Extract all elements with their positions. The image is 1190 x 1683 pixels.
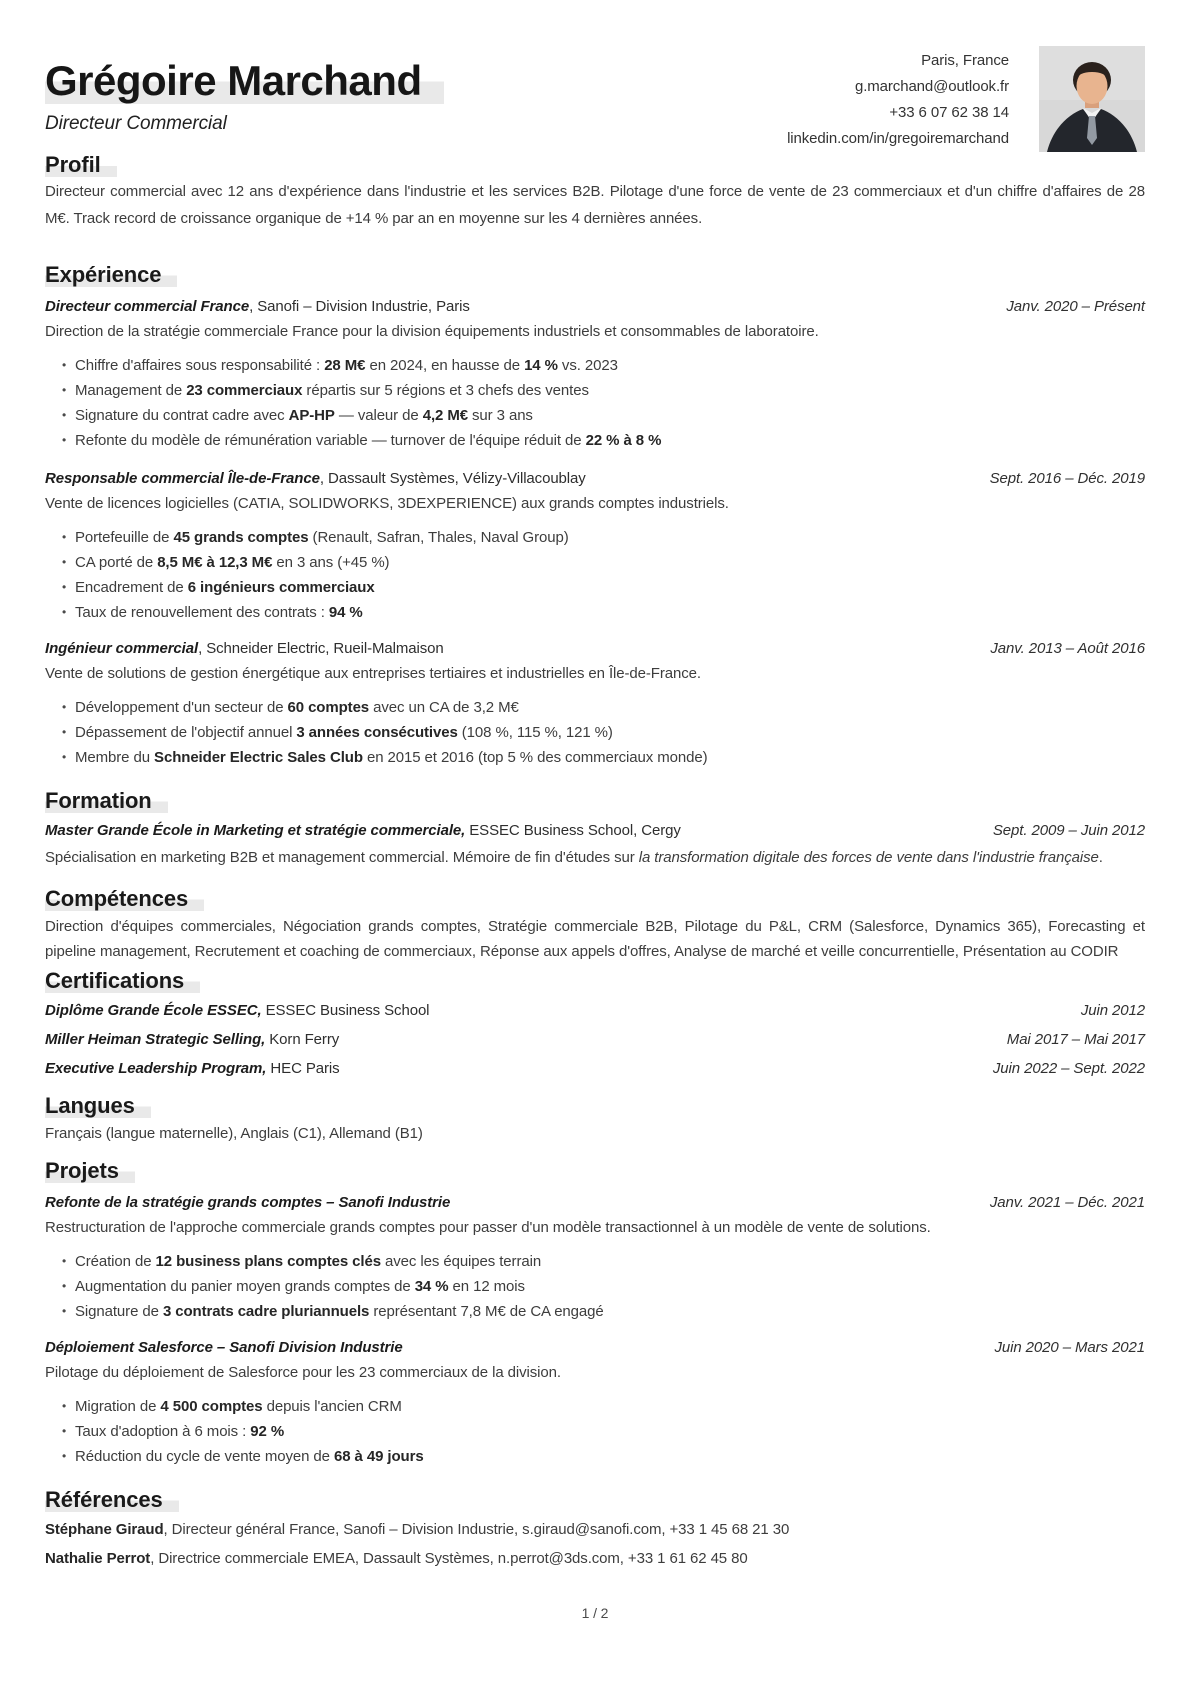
- section-references: [45, 1487, 1145, 1571]
- certification-issuer: HEC Paris: [266, 1060, 340, 1077]
- formation-entry: [45, 818, 1145, 870]
- section-heading-references: [45, 1487, 1145, 1513]
- project-header: [45, 1335, 1145, 1360]
- bullet-item: • Dépassement de l'objectif annuel 3 années consécutives (108 %, 115 %, 121 %): [62, 720, 1145, 745]
- section-heading-text: Formation: [45, 788, 168, 813]
- project-bullets: [45, 1249, 1145, 1324]
- certification-issuer: Korn Ferry: [265, 1031, 340, 1048]
- formation-description: Spécialisation en marketing B2B et management commercial. Mémoire de fin d'études sur la transformation digitale des forces de vente dans l'industrie française.: [45, 849, 1103, 866]
- degree-title: Master Grande École in Marketing et stratégie commerciale,: [45, 822, 466, 839]
- job-header: [45, 636, 1145, 661]
- job-title: Directeur commercial France: [45, 298, 250, 315]
- project-bullets: [45, 1394, 1145, 1469]
- page-number: 1 / 2: [581, 1605, 609, 1621]
- section-heading-text: Langues: [45, 1093, 151, 1118]
- bullet-item: • Management de 23 commerciaux répartis sur 5 régions et 3 chefs des ventes: [62, 378, 1145, 403]
- formation-dates: Sept. 2009 – Juin 2012: [992, 822, 1145, 839]
- bullet-item: • Refonte du modèle de rémunération variable — turnover de l'équipe réduit de 22 % à 8 %: [62, 428, 1145, 453]
- certification-title: Executive Leadership Program,: [45, 1060, 267, 1077]
- contact-phone: +33 6 07 62 38 14: [889, 104, 1009, 121]
- job-company: , Dassault Systèmes, Vélizy-Villacoublay: [319, 470, 586, 487]
- bullet-item: • Membre du Schneider Electric Sales Club en 2015 et 2016 (top 5 % des commerciaux monde): [62, 745, 1145, 770]
- job-title: Responsable commercial Île-de-France: [45, 470, 320, 487]
- section-heading-text: Références: [45, 1487, 179, 1512]
- job-dates: Sept. 2016 – Déc. 2019: [989, 470, 1145, 487]
- bullet-item: • Migration de 4 500 comptes depuis l'ancien CRM: [62, 1394, 1145, 1419]
- section-certifications: [45, 968, 1145, 1081]
- certification-dates: Mai 2017 – Mai 2017: [1006, 1031, 1145, 1048]
- section-heading-langues: [45, 1093, 1145, 1119]
- section-projets: [45, 1158, 1145, 1469]
- degree-school: ESSEC Business School, Cergy: [465, 822, 681, 839]
- certifications-list: [45, 999, 1145, 1081]
- project-header: [45, 1190, 1145, 1215]
- contact-location: Paris, France: [921, 52, 1009, 69]
- job-title-line: [45, 636, 444, 661]
- project-title-line: [45, 1335, 403, 1360]
- section-heading-text: Compétences: [45, 886, 204, 911]
- profil-text: Directeur commercial avec 12 ans d'expérience dans l'industrie et les services B2B. Pilotage d'une force de vente de 23 commerciaux et d'un chiffre d'affaires de 28 M€. Track record de croissance organique de +14 % par an en moyenne sur les 4 dernières années.: [45, 183, 1145, 227]
- project-entry: [45, 1190, 1145, 1324]
- bullet-item: • Signature du contrat cadre avec AP-HP — valeur de 4,2 M€ sur 3 ans: [62, 403, 1145, 428]
- project-summary: Pilotage du déploiement de Salesforce pour les 23 commerciaux de la division.: [45, 1364, 561, 1381]
- section-heading-text: Projets: [45, 1158, 135, 1183]
- job-dates: Janv. 2020 – Présent: [1006, 298, 1145, 315]
- job-company: , Schneider Electric, Rueil-Malmaison: [198, 640, 444, 657]
- section-experience: [45, 262, 1145, 770]
- project-title-line: [45, 1190, 450, 1215]
- certification-dates: Juin 2022 – Sept. 2022: [992, 1060, 1145, 1077]
- certification-dates: Juin 2012: [1080, 1002, 1145, 1019]
- certification-title-line: [45, 1057, 340, 1081]
- section-formation: [45, 788, 1145, 870]
- section-heading-text: Expérience: [45, 262, 177, 287]
- project-summary: Restructuration de l'approche commerciale grands comptes pour passer d'un modèle transactionnel à un modèle de vente de solutions.: [45, 1219, 931, 1236]
- job-bullets: [45, 695, 1145, 770]
- reference-row: Nathalie Perrot, Directrice commerciale EMEA, Dassault Systèmes, n.perrot@3ds.com, +33 1 61 62 45 80: [45, 1550, 748, 1567]
- certification-title: Miller Heiman Strategic Selling,: [45, 1031, 266, 1048]
- bullet-item: • Augmentation du panier moyen grands comptes de 34 % en 12 mois: [62, 1274, 1145, 1299]
- bullet-item: • Réduction du cycle de vente moyen de 68 à 49 jours: [62, 1444, 1145, 1469]
- candidate-name: [45, 58, 444, 104]
- headshot-photo: [1039, 46, 1145, 152]
- job-company: , Sanofi – Division Industrie, Paris: [249, 298, 470, 315]
- certification-row: [45, 999, 1145, 1023]
- formation-header: [45, 818, 1145, 843]
- project-dates: Juin 2020 – Mars 2021: [994, 1339, 1145, 1356]
- certification-title-line: [45, 1028, 339, 1052]
- job-summary: Vente de licences logicielles (CATIA, SOLIDWORKS, 3DEXPERIENCE) aux grands comptes industriels.: [45, 495, 729, 512]
- bullet-item: • Développement d'un secteur de 60 comptes avec un CA de 3,2 M€: [62, 695, 1145, 720]
- section-langues: [45, 1093, 1145, 1146]
- reference-row: Stéphane Giraud, Directeur général France, Sanofi – Division Industrie, s.giraud@sanofi.com, +33 1 45 68 21 30: [45, 1521, 790, 1538]
- section-heading-projets: [45, 1158, 1145, 1184]
- project-title: Déploiement Salesforce – Sanofi Division Industrie: [45, 1339, 403, 1356]
- job-entry: [45, 466, 1145, 625]
- contact-linkedin: linkedin.com/in/gregoiremarchand: [787, 130, 1009, 147]
- contact-email: g.marchand@outlook.fr: [854, 78, 1009, 95]
- bullet-item: • Taux d'adoption à 6 mois : 92 %: [62, 1419, 1145, 1444]
- bullet-item: • Chiffre d'affaires sous responsabilité : 28 M€ en 2024, en hausse de 14 % vs. 2023: [62, 353, 1145, 378]
- section-heading-experience: [45, 262, 1145, 288]
- section-profil: [45, 152, 1145, 232]
- job-title: Ingénieur commercial: [45, 640, 199, 657]
- section-heading-profil: [45, 152, 1145, 178]
- job-header: [45, 294, 1145, 319]
- job-entry: [45, 294, 1145, 453]
- section-heading-text: Profil: [45, 152, 117, 177]
- job-summary: Vente de solutions de gestion énergétique aux entreprises tertiaires et industrielles en Île-de-France.: [45, 665, 701, 682]
- section-competences: [45, 886, 1145, 964]
- bullet-item: • CA porté de 8,5 M€ à 12,3 M€ en 3 ans (+45 %): [62, 550, 1145, 575]
- competences-text: Direction d'équipes commerciales, Négociation grands comptes, Stratégie commerciale B2B, Pilotage du P&L, CRM (Salesforce, Dynamics 365), Forecasting et pipeline management, Recrutement et coaching de commerciaux, Réponse aux appels d'offres, Analyse de marché et veille concurrentielle, Présentation au CODIR: [45, 918, 1145, 960]
- candidate-name-text: Grégoire Marchand: [45, 57, 444, 104]
- project-title: Refonte de la stratégie grands comptes – Sanofi Industrie: [45, 1194, 451, 1211]
- job-title-line: [45, 294, 470, 319]
- job-entry: [45, 636, 1145, 770]
- section-heading-certifications: [45, 968, 1145, 994]
- job-dates: Janv. 2013 – Août 2016: [990, 640, 1145, 657]
- project-entry: [45, 1335, 1145, 1469]
- bullet-item: • Taux de renouvellement des contrats : 94 %: [62, 600, 1145, 625]
- certification-title-line: [45, 999, 429, 1023]
- certification-title: Diplôme Grande École ESSEC,: [45, 1002, 262, 1019]
- job-bullets: [45, 525, 1145, 625]
- header: [45, 46, 1145, 152]
- job-summary: Direction de la stratégie commerciale France pour la division équipements industriels et consommables de laboratoire.: [45, 323, 819, 340]
- project-dates: Janv. 2021 – Déc. 2021: [989, 1194, 1145, 1211]
- section-heading-formation: [45, 788, 1145, 814]
- section-heading-competences: [45, 886, 1145, 912]
- certification-row: [45, 1028, 1145, 1052]
- langues-text: Français (langue maternelle), Anglais (C1), Allemand (B1): [45, 1125, 423, 1142]
- bullet-item: • Encadrement de 6 ingénieurs commerciaux: [62, 575, 1145, 600]
- job-title-line: [45, 466, 586, 491]
- job-bullets: [45, 353, 1145, 453]
- header-contact-area: [787, 46, 1145, 152]
- bullet-item: • Création de 12 business plans comptes clés avec les équipes terrain: [62, 1249, 1145, 1274]
- candidate-title: Directeur Commercial: [45, 113, 227, 134]
- section-heading-text: Certifications: [45, 968, 200, 993]
- job-header: [45, 466, 1145, 491]
- contact-block: [787, 46, 1009, 152]
- header-identity: [45, 46, 444, 135]
- certification-row: [45, 1057, 1145, 1081]
- bullet-item: • Portefeuille de 45 grands comptes (Renault, Safran, Thales, Naval Group): [62, 525, 1145, 550]
- degree-title-line: [45, 818, 681, 843]
- certification-issuer: ESSEC Business School: [261, 1002, 430, 1019]
- bullet-item: • Signature de 3 contrats cadre pluriannuels représentant 7,8 M€ de CA engagé: [62, 1299, 1145, 1324]
